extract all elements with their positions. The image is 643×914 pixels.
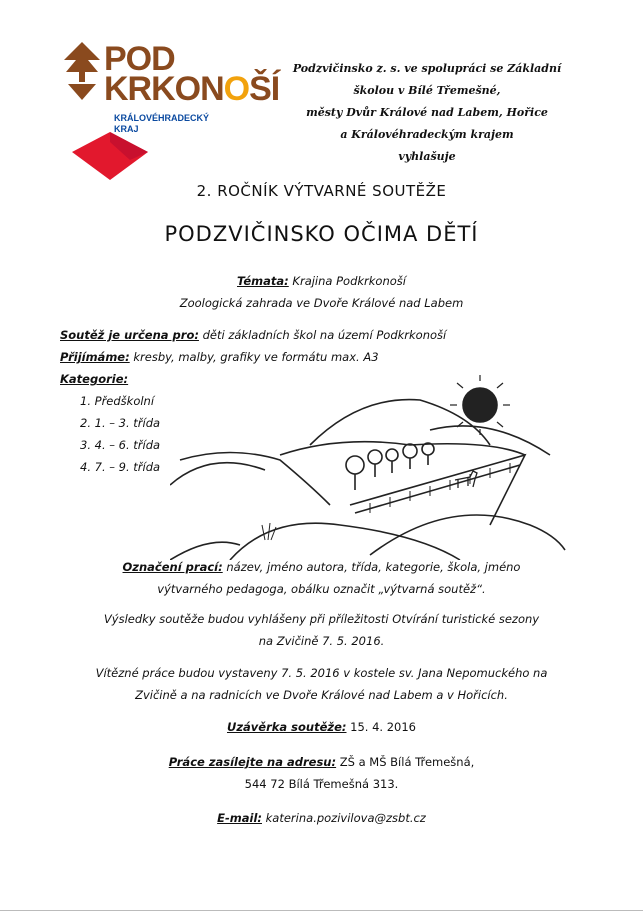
sun-icon [463, 388, 497, 422]
uzaverka-label: Uzávěrka soutěže: [227, 720, 347, 734]
vysledky-line1: Výsledky soutěže budou vyhlášeny při příležitosti Otvírání turistické sezony [103, 612, 540, 626]
adresa-label: Práce zasílejte na adresu: [168, 755, 337, 769]
vitezne-section [0, 662, 643, 706]
email-label: E-mail: [217, 811, 262, 825]
uzaverka-text: 15. 4. 2016 [346, 720, 416, 734]
landscape-illustration [170, 375, 570, 560]
uzaverka-section [0, 716, 643, 738]
list-item: 1. Předškolní [80, 394, 155, 408]
temata-label: Témata: [237, 274, 289, 288]
urcena-text: děti základních škol na území Podkrkonoší [198, 328, 447, 342]
intro-text: Podzvičinsko z. s. ve spolupráci se Základní školou v Bílé Třemešné, městy Dvůr Králové nad Labem, Hořice a Královéhradeckým krajem vyhlašuje [292, 62, 562, 163]
page-title: PODZVIČINSKO OČIMA DĚTÍ [164, 222, 479, 246]
urcena-label: Soutěž je určena pro: [60, 328, 199, 342]
vitezne-line1: Vítězné práce budou vystaveny 7. 5. 2016 v kostele sv. Jana Nepomuckého na [95, 666, 548, 680]
adresa-line2: 544 72 Bílá Třemešná 313. [244, 777, 399, 791]
oznaceni-line1: název, jméno autora, třída, kategorie, škola, jméno [222, 560, 521, 574]
list-item: 4. 7. – 9. třída [80, 460, 161, 474]
logo-text-krkonosi: KRKONOŠÍ [104, 70, 280, 108]
adresa-line1: ZŠ a MŠ Bílá Třemešná, [336, 755, 475, 769]
adresa-section [0, 751, 643, 795]
podkrkonosi-logo [62, 40, 280, 190]
oznaceni-line2: výtvarného pedagoga, obálku označit „výtvarná soutěž“. [157, 582, 486, 596]
trees-icon [346, 443, 434, 490]
oznaceni-section [0, 556, 643, 600]
email-link[interactable]: katerina.pozivilova@zsbt.cz [261, 811, 426, 825]
logo-text-pod: POD [104, 40, 175, 78]
list-item: 2. 1. – 3. třída [80, 416, 161, 430]
prijimame-label: Přijímáme: [60, 350, 130, 364]
kategorie-label: Kategorie: [60, 372, 129, 386]
vysledky-line2: na Zvičině 7. 5. 2016. [258, 634, 385, 648]
temata-line1: Krajina Podkrkonoší [288, 274, 406, 288]
email-section [0, 807, 643, 829]
vitezne-line2: Zvičině a na radnicích ve Dvoře Králové nad Labem a v Hořicích. [135, 688, 508, 702]
oznaceni-label: Označení prací: [122, 560, 223, 574]
tree-arrow-icon [62, 42, 102, 102]
temata-line2: Zoologická zahrada ve Dvoře Králové nad Labem [179, 296, 464, 310]
vysledky-section [0, 608, 643, 652]
list-item: 3. 4. – 6. třída [80, 438, 161, 452]
region-label: KRÁLOVÉHRADECKÝ KRAJ [114, 113, 210, 134]
rocnik-heading: 2. ROČNÍK VÝTVARNÉ SOUTĚŽE [196, 182, 447, 200]
prijimame-text: kresby, malby, grafiky ve formátu max. A3 [129, 350, 379, 364]
temata-section [0, 270, 643, 314]
page-bottom-border [0, 910, 643, 911]
